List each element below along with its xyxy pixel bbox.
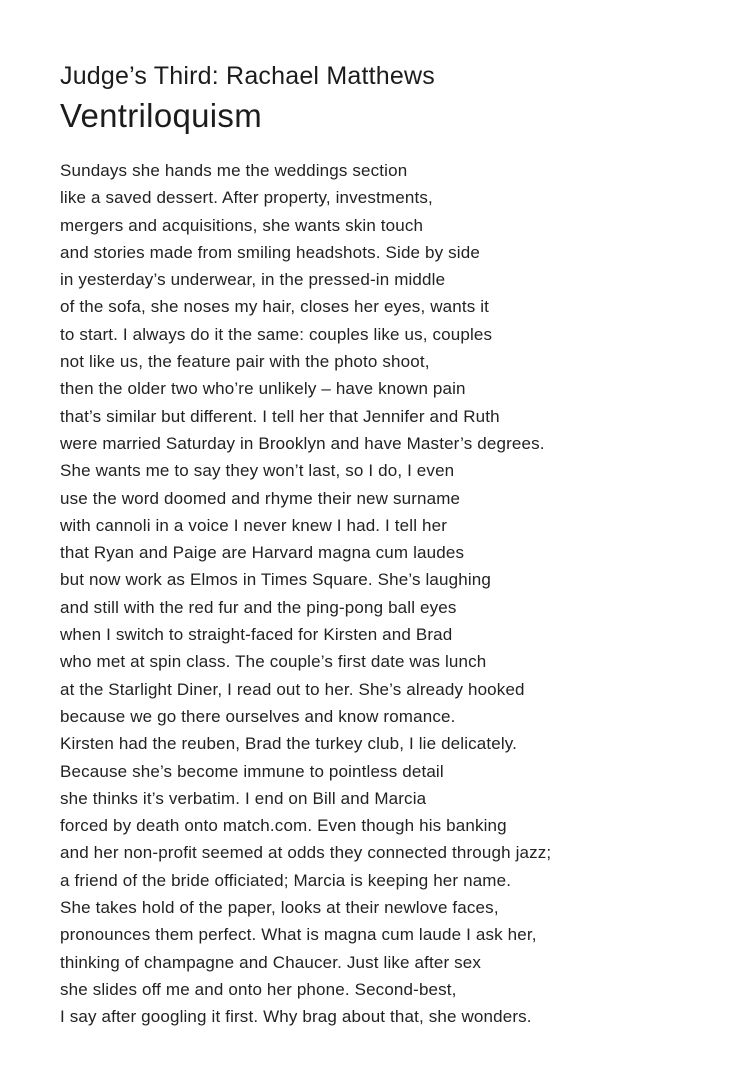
poem-title: Ventriloquism (60, 97, 262, 134)
poem-header (60, 60, 720, 136)
poem-line: Because she’s become immune to pointless detail (60, 761, 444, 781)
poem-line: that’s similar but different. I tell her that Jennifer and Ruth (60, 406, 500, 426)
poem-line: Kirsten had the reuben, Brad the turkey club, I lie delicately. (60, 734, 518, 754)
poem-line: were married Saturday in Brooklyn and have Master’s degrees. (60, 433, 545, 453)
poem-line: because we go there ourselves and know romance. (60, 706, 456, 726)
poem-line: she thinks it’s verbatim. I end on Bill and Marcia (60, 788, 427, 808)
poem-line: forced by death onto match.com. Even though his banking (60, 816, 507, 836)
poem-line: She takes hold of the paper, looks at their newlove faces, (60, 898, 499, 918)
poem-line: but now work as Elmos in Times Square. She’s laughing (60, 570, 491, 590)
poem-line: then the older two who’re unlikely – have known pain (60, 379, 466, 399)
poem-line: and her non-profit seemed at odds they connected through jazz; (60, 843, 552, 863)
poem-subtitle: Judge’s Third: Rachael Matthews (60, 62, 435, 90)
poem-line: she slides off me and onto her phone. Second-best, (60, 979, 457, 999)
poem-line: use the word doomed and rhyme their new surname (60, 488, 461, 508)
poem-line: not like us, the feature pair with the photo shoot, (60, 352, 430, 372)
poem-line: like a saved dessert. After property, investments, (60, 188, 433, 208)
poem-line: with cannoli in a voice I never knew I had. I tell her (60, 515, 448, 535)
poem-line: mergers and acquisitions, she wants skin touch (60, 215, 424, 235)
poem-line: in yesterday’s underwear, in the pressed-in middle (60, 270, 446, 290)
poem-line: Sundays she hands me the weddings section (60, 161, 408, 180)
poem-line: a friend of the bride officiated; Marcia is keeping her name. (60, 870, 512, 890)
poem-line: to start. I always do it the same: couples like us, couples (60, 324, 493, 344)
poem-line: who met at spin class. The couple’s first date was lunch (60, 652, 487, 672)
poem-line: that Ryan and Paige are Harvard magna cum laudes (60, 543, 465, 563)
poem-body (60, 157, 720, 1031)
poem-line: and stories made from smiling headshots. Side by side (60, 242, 480, 262)
poem-line: pronounces them perfect. What is magna cum laude I ask her, (60, 925, 537, 945)
poem-line: She wants me to say they won’t last, so I do, I even (60, 461, 455, 481)
poem-line: of the sofa, she noses my hair, closes her eyes, wants it (60, 297, 490, 317)
poem-page (60, 60, 720, 1031)
poem-line: and still with the red fur and the ping-pong ball eyes (60, 597, 457, 617)
poem-line: I say after googling it first. Why brag about that, she wonders. (60, 1007, 532, 1027)
poem-line: at the Starlight Diner, I read out to her. She’s already hooked (60, 679, 525, 699)
poem-line: thinking of champagne and Chaucer. Just like after sex (60, 952, 482, 972)
poem-line: when I switch to straight-faced for Kirsten and Brad (60, 625, 453, 645)
